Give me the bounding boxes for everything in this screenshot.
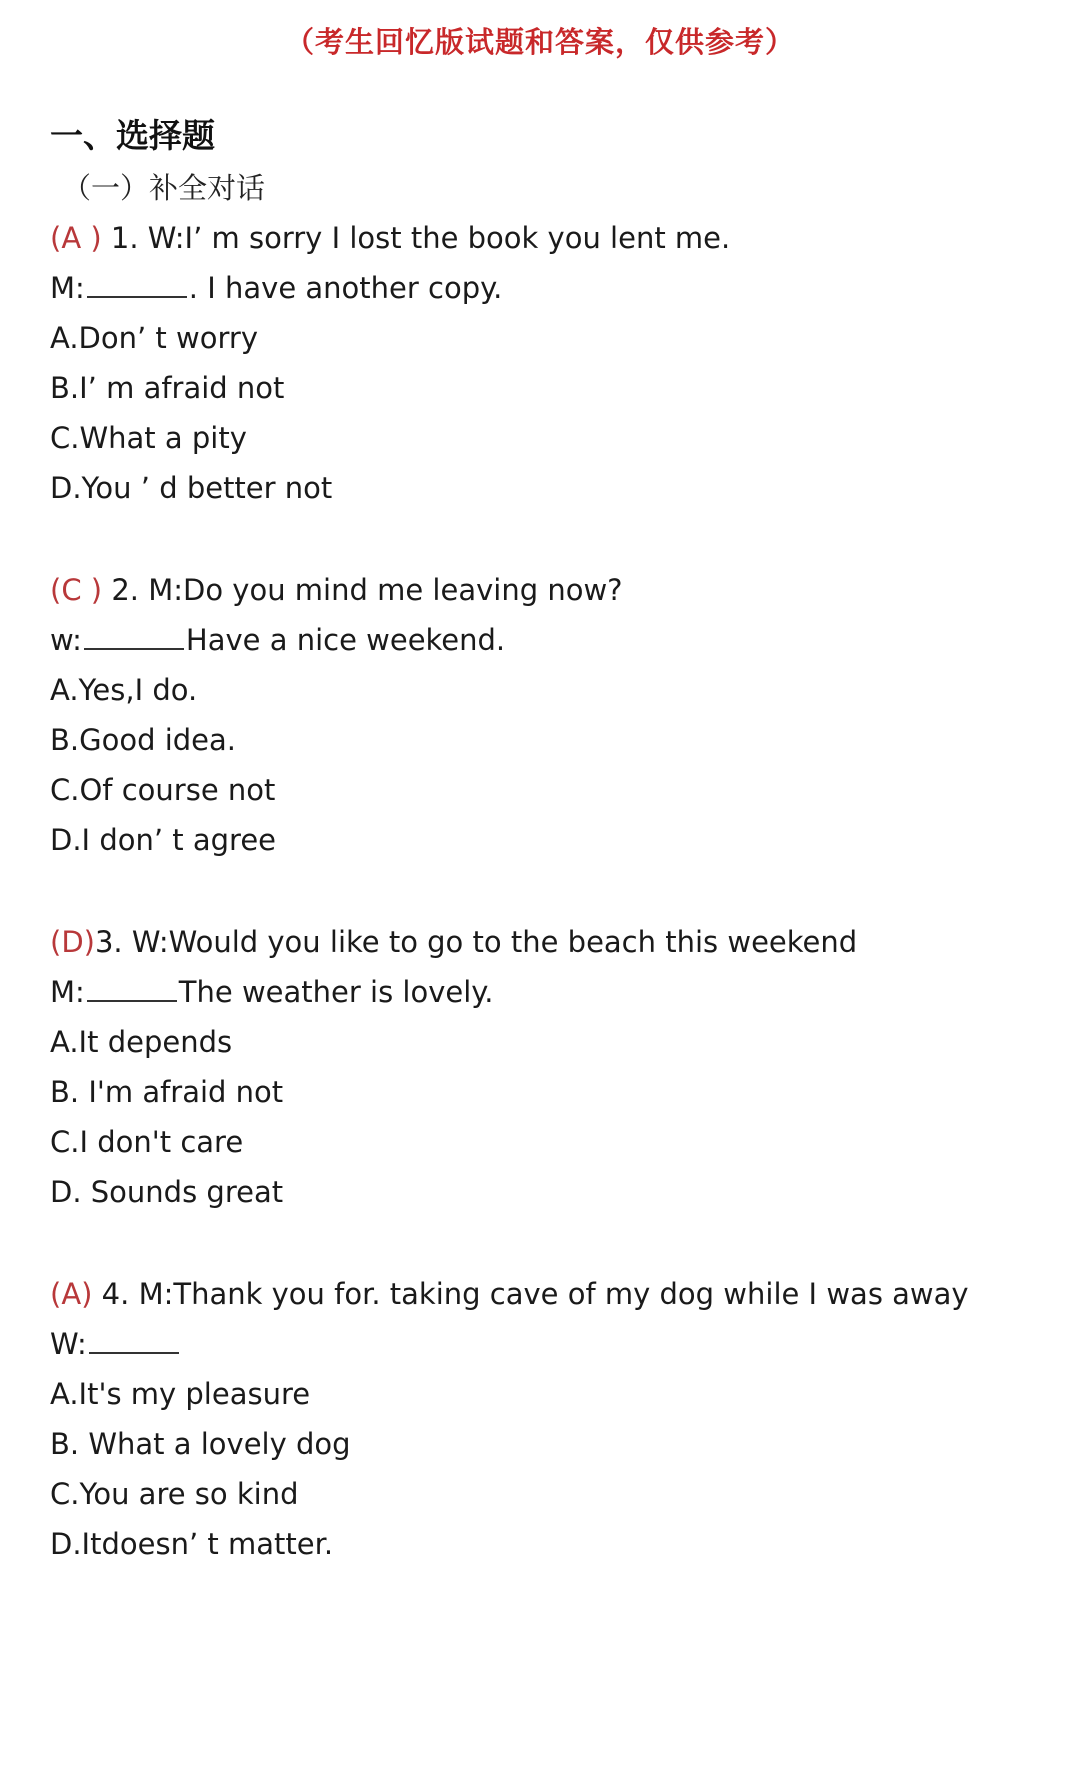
question-prompt: 3. W:Would you like to go to the beach this weekend: [94, 925, 858, 959]
question-prompt: 2. M:Do you mind me leaving now?: [102, 573, 623, 607]
option-c: C.What a pity: [50, 421, 247, 455]
answer-blank: [89, 1326, 179, 1354]
speaker-label: W:: [50, 1327, 87, 1361]
question-4: [50, 1276, 969, 1312]
option-d: D. Sounds great: [50, 1175, 284, 1209]
option-a: A.Yes,I do.: [50, 673, 198, 707]
question-1: [50, 220, 730, 256]
option-d: D.You ’ d better not: [50, 471, 333, 505]
answer-mark: (A ): [50, 221, 102, 255]
answer-mark: (D): [50, 925, 95, 959]
option-a: A.Don’ t worry: [50, 321, 258, 355]
question-prompt: 4. M:Thank you for. taking cave of my dog while I was away: [92, 1277, 969, 1311]
option-c: C.I don't care: [50, 1125, 244, 1159]
section-title: 一、选择题: [50, 116, 215, 155]
answer-blank: [87, 974, 177, 1002]
question-2: [50, 572, 623, 608]
option-a: A.It depends: [50, 1025, 233, 1059]
option-b: B. What a lovely dog: [50, 1427, 351, 1461]
answer-mark: (A): [50, 1277, 93, 1311]
answer-mark: (C ): [50, 573, 103, 607]
option-c: C.Of course not: [50, 773, 276, 807]
speaker-label: M:: [50, 271, 85, 305]
response-line-4: [50, 1326, 181, 1362]
page-header-note: （考生回忆版试题和答案，仅供参考）: [284, 25, 795, 59]
answer-blank: [87, 270, 187, 298]
option-d: D.I don’ t agree: [50, 823, 277, 857]
response-text: Have a nice weekend.: [185, 623, 506, 657]
answer-blank: [84, 622, 184, 650]
option-a: A.It's my pleasure: [50, 1377, 311, 1411]
speaker-label: M:: [50, 975, 85, 1009]
option-d: D.Itdoesn’ t matter.: [50, 1527, 334, 1561]
response-line-2: [50, 622, 505, 658]
response-text: . I have another copy.: [188, 271, 503, 305]
option-c: C.You are so kind: [50, 1477, 299, 1511]
option-b: B. I'm afraid not: [50, 1075, 284, 1109]
speaker-label: w:: [50, 623, 82, 657]
option-b: B.Good idea.: [50, 723, 236, 757]
question-3: [50, 924, 857, 960]
response-line-1: [50, 270, 502, 306]
option-b: B.I’ m afraid not: [50, 371, 285, 405]
question-prompt: 1. W:I’ m sorry I lost the book you lent me.: [101, 221, 731, 255]
subsection-title: （一）补全对话: [62, 171, 266, 205]
response-line-3: [50, 974, 494, 1010]
response-text: The weather is lovely.: [178, 975, 494, 1009]
